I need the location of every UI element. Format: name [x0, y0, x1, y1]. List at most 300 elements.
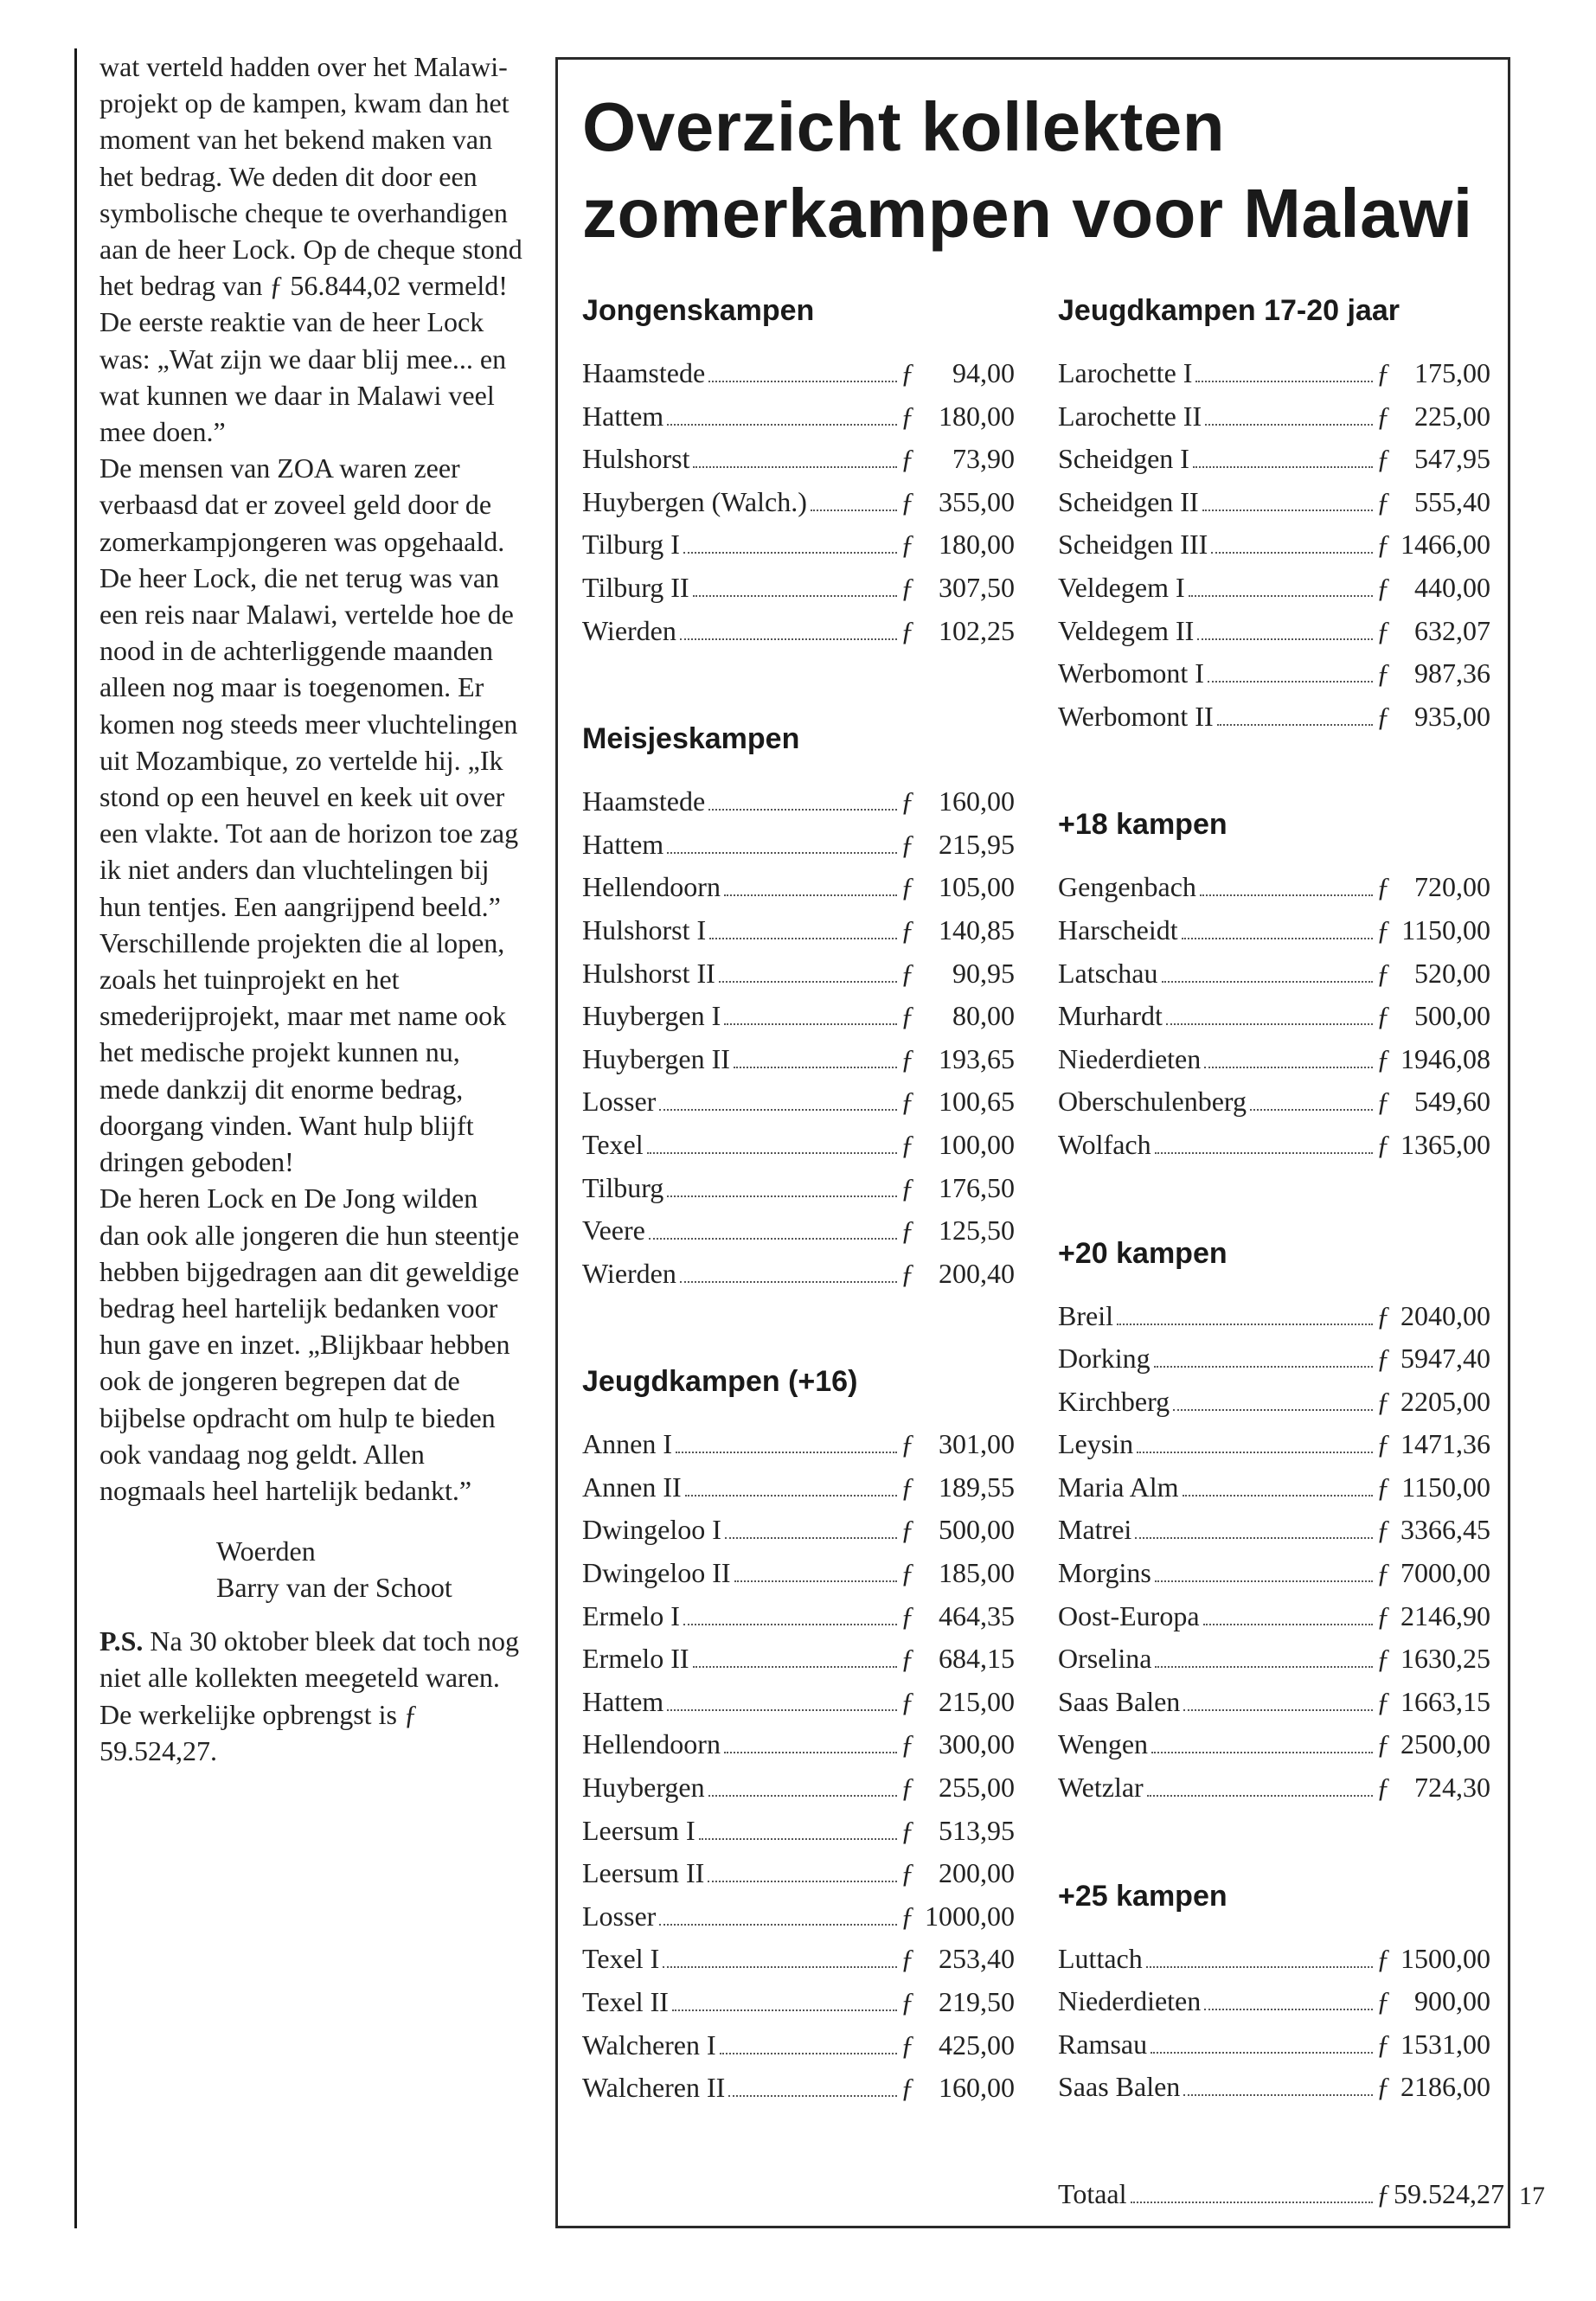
- dot-leader: [1147, 1795, 1373, 1797]
- category-meisjeskampen: [582, 721, 1015, 1300]
- collection-row: [1058, 1000, 1490, 1043]
- amount: 215,00: [939, 1685, 1015, 1717]
- florin-sign: ƒ: [901, 828, 914, 860]
- dot-leader: [708, 809, 897, 811]
- amount: 720,00: [1414, 871, 1490, 903]
- camp-name: Tilburg I: [582, 529, 680, 561]
- amount: 200,40: [939, 1257, 1015, 1289]
- florin-sign: ƒ: [901, 871, 914, 903]
- amount: 1531,00: [1401, 2028, 1490, 2060]
- camp-name: Wierden: [582, 1257, 676, 1289]
- collection-row: [1058, 871, 1490, 914]
- dot-leader: [659, 1109, 897, 1111]
- camp-name: Veldegem II: [1058, 614, 1195, 646]
- camp-name: Veldegem I: [1058, 571, 1185, 603]
- florin-sign: ƒ: [901, 1428, 914, 1460]
- camp-name: Tilburg II: [582, 571, 689, 603]
- amount: 935,00: [1414, 700, 1490, 732]
- amount: 73,90: [952, 443, 1015, 475]
- camp-name: Breil: [1058, 1299, 1113, 1331]
- collection-row: [582, 1129, 1015, 1172]
- amount: 125,50: [939, 1215, 1015, 1247]
- florin-sign: ƒ: [901, 1728, 914, 1760]
- dot-leader: [708, 1795, 897, 1797]
- dot-leader: [663, 1966, 897, 1968]
- camp-name: Texel: [582, 1128, 644, 1160]
- florin-sign: ƒ: [901, 1857, 914, 1889]
- amount: 2205,00: [1401, 1385, 1490, 1417]
- florin-sign: ƒ: [1376, 1514, 1390, 1546]
- camp-name: Walcheren II: [582, 2072, 726, 2104]
- collection-row: [1058, 529, 1490, 572]
- dot-leader: [667, 852, 897, 854]
- dot-leader: [1137, 1452, 1373, 1453]
- camp-name: Matrei: [1058, 1514, 1132, 1546]
- collection-row: [582, 1986, 1015, 2029]
- florin-sign: ƒ: [1376, 700, 1390, 732]
- collection-row: [582, 1086, 1015, 1129]
- category-title: +25 kampen: [1058, 1879, 1227, 1913]
- florin-sign: ƒ: [1376, 400, 1390, 432]
- amount: 307,50: [939, 571, 1015, 603]
- dot-leader: [1155, 1580, 1373, 1582]
- dot-leader: [724, 1023, 897, 1025]
- collection-row: [582, 1728, 1015, 1772]
- florin-sign: ƒ: [901, 529, 914, 561]
- collection-row: [582, 1514, 1015, 1557]
- camp-name: Leersum I: [582, 1814, 695, 1846]
- florin-sign: ƒ: [901, 1986, 914, 2017]
- camp-name: Tilburg: [582, 1171, 664, 1203]
- category-jeugdkampen-17-20-jaar: [1058, 293, 1490, 743]
- category-title: Jeugdkampen (+16): [582, 1365, 858, 1399]
- camp-name: Scheidgen III: [1058, 529, 1208, 561]
- collection-row: [582, 1772, 1015, 1815]
- category-20-kampen: [1058, 1236, 1490, 1815]
- amount: 180,00: [939, 400, 1015, 432]
- camp-name: Scheidgen I: [1058, 443, 1189, 475]
- dot-leader: [709, 938, 897, 939]
- dot-leader: [659, 1924, 897, 1926]
- collection-row: [582, 1557, 1015, 1600]
- dot-leader: [1154, 1366, 1373, 1368]
- collection-row: [1058, 1943, 1490, 1986]
- camp-name: Hulshorst: [582, 443, 690, 475]
- amount: 100,65: [939, 1086, 1015, 1118]
- camp-name: Scheidgen II: [1058, 485, 1199, 517]
- camp-name: Leersum II: [582, 1857, 705, 1889]
- amount: 500,00: [1414, 1000, 1490, 1032]
- collection-row: [582, 2029, 1015, 2073]
- collection-row: [1058, 1471, 1490, 1515]
- overview-title: Overzicht kollekten zomerkampen voor Malawi: [582, 88, 1473, 252]
- amount: 632,07: [1414, 614, 1490, 646]
- category-jeugdkampen-16: [582, 1364, 1015, 2115]
- amount: 355,00: [939, 485, 1015, 517]
- florin-sign: ƒ: [901, 1042, 914, 1074]
- dot-leader: [1183, 1495, 1373, 1497]
- florin-sign: ƒ: [1376, 2178, 1390, 2209]
- camp-name: Hulshorst I: [582, 913, 707, 945]
- camp-name: Larochette I: [1058, 357, 1193, 388]
- camp-name: Saas Balen: [1058, 2071, 1181, 2103]
- amount: 1630,25: [1401, 1643, 1490, 1675]
- camp-name: Gengenbach: [1058, 871, 1196, 903]
- florin-sign: ƒ: [1376, 1042, 1390, 1074]
- dot-leader: [724, 1752, 897, 1753]
- amount: 160,00: [939, 2072, 1015, 2104]
- florin-sign: ƒ: [1376, 1557, 1390, 1589]
- collection-row: [582, 1643, 1015, 1686]
- collection-row: [582, 1900, 1015, 1944]
- camp-name: Werbomont II: [1058, 700, 1214, 732]
- overview-box: [555, 57, 1510, 2228]
- collection-row: [1058, 914, 1490, 958]
- dot-leader: [728, 2095, 897, 2097]
- collection-row: [582, 1428, 1015, 1471]
- florin-sign: ƒ: [901, 1000, 914, 1032]
- florin-sign: ƒ: [901, 400, 914, 432]
- florin-sign: ƒ: [1376, 1599, 1390, 1631]
- camp-name: Luttach: [1058, 1942, 1143, 1974]
- collection-row: [1058, 1643, 1490, 1686]
- amount: 189,55: [939, 1471, 1015, 1503]
- dot-leader: [1200, 894, 1373, 896]
- dot-leader: [680, 1281, 897, 1283]
- dot-leader: [1131, 2202, 1374, 2203]
- collection-row: [582, 486, 1015, 529]
- camp-name: Wolfach: [1058, 1128, 1151, 1160]
- collection-row: [1058, 1728, 1490, 1772]
- camp-name: Werbomont I: [1058, 657, 1204, 689]
- collection-row: [1058, 1043, 1490, 1086]
- dot-leader: [683, 552, 897, 554]
- amount: 440,00: [1414, 571, 1490, 603]
- collection-row: [582, 871, 1015, 914]
- dot-leader: [1204, 1067, 1373, 1068]
- camp-name: Hulshorst II: [582, 957, 715, 989]
- collection-row: [582, 357, 1015, 401]
- camp-name: Orselina: [1058, 1643, 1152, 1675]
- florin-sign: ƒ: [901, 1171, 914, 1203]
- collection-row: [582, 1600, 1015, 1644]
- category-title: Meisjeskampen: [582, 722, 800, 756]
- florin-sign: ƒ: [901, 1643, 914, 1675]
- dot-leader: [693, 466, 897, 468]
- florin-sign: ƒ: [1376, 1299, 1390, 1331]
- dot-leader: [1162, 981, 1374, 983]
- collection-row: [582, 1471, 1015, 1515]
- camp-name: Annen II: [582, 1471, 682, 1503]
- florin-sign: ƒ: [1376, 871, 1390, 903]
- amount: 1500,00: [1401, 1942, 1490, 1974]
- collection-row: [1058, 615, 1490, 658]
- amount: 3366,45: [1401, 1514, 1490, 1546]
- florin-sign: ƒ: [1376, 1385, 1390, 1417]
- amount: 520,00: [1414, 957, 1490, 989]
- postscript: [99, 1623, 524, 1769]
- amount: 987,36: [1414, 657, 1490, 689]
- collection-row: [1058, 486, 1490, 529]
- camp-name: Annen I: [582, 1428, 672, 1460]
- amount: 547,95: [1414, 443, 1490, 475]
- collection-row: [582, 1043, 1015, 1086]
- amount: 253,40: [939, 1943, 1015, 1975]
- amount: 2186,00: [1401, 2071, 1490, 2103]
- florin-sign: ƒ: [1376, 1000, 1390, 1032]
- category-18-kampen: [1058, 807, 1490, 1171]
- collection-row: [582, 529, 1015, 572]
- collection-row: [1058, 1985, 1490, 2029]
- dot-leader: [811, 510, 897, 511]
- collection-row: [582, 1215, 1015, 1258]
- dot-leader: [1189, 595, 1373, 597]
- amount: 900,00: [1414, 1985, 1490, 2017]
- camp-name: Haamstede: [582, 357, 706, 388]
- camp-name: Texel I: [582, 1943, 660, 1975]
- camp-name: Latschau: [1058, 957, 1158, 989]
- florin-sign: ƒ: [1376, 2028, 1390, 2060]
- camp-name: Walcheren I: [582, 2029, 716, 2061]
- florin-sign: ƒ: [901, 357, 914, 388]
- collection-row: [582, 2072, 1015, 2115]
- amount: 513,95: [939, 1814, 1015, 1846]
- dot-leader: [693, 1666, 898, 1668]
- amount: 300,00: [939, 1728, 1015, 1760]
- camp-name: Oberschulenberg: [1058, 1086, 1247, 1118]
- category-25-kampen: [1058, 1879, 1490, 2114]
- collection-row: [1058, 701, 1490, 744]
- florin-sign: ƒ: [1376, 657, 1390, 689]
- florin-sign: ƒ: [901, 1685, 914, 1717]
- florin-sign: ƒ: [1376, 614, 1390, 646]
- collection-row: [582, 1857, 1015, 1900]
- amount: 80,00: [952, 1000, 1015, 1032]
- camp-name: Ermelo I: [582, 1599, 680, 1631]
- florin-sign: ƒ: [1376, 2071, 1390, 2103]
- signature-name: Barry van der Schoot: [216, 1572, 452, 1604]
- amount: 1365,00: [1401, 1128, 1490, 1160]
- collection-row: [582, 401, 1015, 444]
- collection-row: [582, 1815, 1015, 1858]
- camp-name: Dwingeloo II: [582, 1557, 731, 1589]
- florin-sign: ƒ: [901, 1086, 914, 1118]
- category-title: Jongenskampen: [582, 294, 815, 327]
- florin-sign: ƒ: [1376, 1428, 1390, 1460]
- dot-leader: [693, 595, 897, 597]
- article-paragraph: wat verteld hadden over het Malawi-projekt op de kampen, kwam dan het moment van het bekend maken van het bedrag. We deden dit door een symbolische cheque te overhandigen aan de heer Lock. Op de cheque stond het bedrag van ƒ 56.844,02 vermeld! De eerste reaktie van de heer Lock was: „Wat zijn we daar blij mee... en wat kunnen we daar in Malawi veel mee doen.”: [99, 51, 522, 448]
- florin-sign: ƒ: [901, 1257, 914, 1289]
- dot-leader: [708, 381, 897, 382]
- dot-leader: [649, 1238, 897, 1240]
- amount: 215,95: [939, 828, 1015, 860]
- article-column: [74, 48, 524, 2228]
- dot-leader: [1211, 552, 1373, 554]
- collection-row: [1058, 401, 1490, 444]
- florin-sign: ƒ: [1376, 357, 1390, 388]
- amount: 1150,00: [1401, 913, 1490, 945]
- amount: 175,00: [1414, 357, 1490, 388]
- dot-leader: [667, 1709, 897, 1711]
- amount: 180,00: [939, 529, 1015, 561]
- camp-name: Wierden: [582, 614, 676, 646]
- florin-sign: ƒ: [1376, 1942, 1390, 1974]
- dot-leader: [1155, 1666, 1373, 1668]
- collection-row: [582, 615, 1015, 658]
- camp-name: Ermelo II: [582, 1643, 689, 1675]
- dot-leader: [685, 1495, 897, 1497]
- collection-row: [1058, 2029, 1490, 2072]
- dot-leader: [1146, 1966, 1373, 1968]
- florin-sign: ƒ: [901, 571, 914, 603]
- florin-sign: ƒ: [1376, 1643, 1390, 1675]
- florin-sign: ƒ: [901, 1128, 914, 1160]
- dot-leader: [724, 894, 897, 896]
- camp-name: Wetzlar: [1058, 1772, 1144, 1804]
- amount: 100,00: [939, 1128, 1015, 1160]
- florin-sign: ƒ: [901, 443, 914, 475]
- camp-name: Kirchberg: [1058, 1385, 1170, 1417]
- florin-sign: ƒ: [1376, 1772, 1390, 1804]
- category-title: +18 kampen: [1058, 808, 1227, 842]
- florin-sign: ƒ: [901, 614, 914, 646]
- dot-leader: [1166, 1023, 1373, 1025]
- amount: 140,85: [939, 913, 1015, 945]
- dot-leader: [1202, 510, 1373, 511]
- florin-sign: ƒ: [901, 913, 914, 945]
- dot-leader: [1173, 1409, 1373, 1411]
- collection-row: [582, 1000, 1015, 1043]
- collection-row: [1058, 2071, 1490, 2114]
- dot-leader: [1205, 424, 1373, 426]
- dot-leader: [1250, 1109, 1373, 1111]
- florin-sign: ƒ: [1376, 1728, 1390, 1760]
- camp-name: Morgins: [1058, 1557, 1151, 1589]
- dot-leader: [672, 2009, 897, 2011]
- dot-leader: [667, 1195, 897, 1197]
- amount: 1466,00: [1401, 529, 1490, 561]
- dot-leader: [1183, 2094, 1373, 2096]
- collection-row: [1058, 1343, 1490, 1386]
- collection-row: [1058, 1600, 1490, 1644]
- florin-sign: ƒ: [1376, 485, 1390, 517]
- dot-leader: [1135, 1537, 1373, 1539]
- florin-sign: ƒ: [1376, 571, 1390, 603]
- amount: 549,60: [1414, 1086, 1490, 1118]
- dot-leader: [1208, 681, 1373, 683]
- camp-name: Ramsau: [1058, 2028, 1148, 2060]
- dot-leader: [683, 1624, 897, 1625]
- camp-name: Huybergen II: [582, 1042, 730, 1074]
- amount: 200,00: [939, 1857, 1015, 1889]
- camp-name: Saas Balen: [1058, 1685, 1181, 1717]
- collection-row: [1058, 1086, 1490, 1129]
- collection-row: [1058, 443, 1490, 486]
- camp-name: Hattem: [582, 828, 664, 860]
- camp-name: Losser: [582, 1086, 657, 1118]
- collection-row: [1058, 1772, 1490, 1815]
- florin-sign: ƒ: [901, 1772, 914, 1804]
- camp-name: Haamstede: [582, 785, 706, 817]
- amount: 225,00: [1414, 400, 1490, 432]
- dot-leader: [708, 1881, 897, 1882]
- ps-label: P.S.: [99, 1625, 144, 1657]
- collection-row: [1058, 657, 1490, 701]
- dot-leader: [734, 1580, 897, 1582]
- dot-leader: [667, 424, 897, 426]
- amount: 160,00: [939, 785, 1015, 817]
- category-title: Jeugdkampen 17-20 jaar: [1058, 294, 1400, 327]
- amount: 105,00: [939, 871, 1015, 903]
- florin-sign: ƒ: [901, 1599, 914, 1631]
- collection-row: [582, 1686, 1015, 1729]
- florin-sign: ƒ: [1376, 957, 1390, 989]
- camp-name: Dwingeloo I: [582, 1514, 721, 1546]
- amount: 684,15: [939, 1643, 1015, 1675]
- florin-sign: ƒ: [1376, 529, 1390, 561]
- florin-sign: ƒ: [901, 2029, 914, 2061]
- collection-row: [582, 958, 1015, 1001]
- collection-row: [1058, 1514, 1490, 1557]
- collection-row: [582, 443, 1015, 486]
- amount: 425,00: [939, 2029, 1015, 2061]
- florin-sign: ƒ: [1376, 913, 1390, 945]
- dot-leader: [1151, 2052, 1373, 2054]
- dot-leader: [1193, 466, 1373, 468]
- amount: 255,00: [939, 1772, 1015, 1804]
- page-number: 17: [1519, 2182, 1545, 2210]
- collection-row: [1058, 958, 1490, 1001]
- dot-leader: [720, 2053, 897, 2054]
- collection-row: [582, 914, 1015, 958]
- ps-text: Na 30 oktober bleek dat toch nog niet alle kollekten meegeteld waren. De werkelijke opbrengst is ƒ 59.524,27.: [99, 1625, 519, 1766]
- florin-sign: ƒ: [901, 1900, 914, 1932]
- amount: 555,40: [1414, 485, 1490, 517]
- collection-row: [582, 1943, 1015, 1986]
- camp-name: Texel II: [582, 1986, 669, 2017]
- camp-name: Niederdieten: [1058, 1985, 1202, 2017]
- florin-sign: ƒ: [901, 2072, 914, 2104]
- amount: 464,35: [939, 1599, 1015, 1631]
- dot-leader: [1195, 381, 1373, 382]
- camp-name: Oost-Europa: [1058, 1599, 1200, 1631]
- amount: 94,00: [952, 357, 1015, 388]
- amount: 2146,90: [1401, 1599, 1490, 1631]
- collection-row: [582, 1258, 1015, 1301]
- amount: 500,00: [939, 1514, 1015, 1546]
- amount: 193,65: [939, 1042, 1015, 1074]
- florin-sign: ƒ: [1376, 1471, 1390, 1503]
- amount: 102,25: [939, 614, 1015, 646]
- camp-name: Veere: [582, 1215, 645, 1247]
- camp-name: Harscheidt: [1058, 913, 1178, 945]
- camp-name: Losser: [582, 1900, 657, 1932]
- article-paragraph: De mensen van ZOA waren zeer verbaasd dat er zoveel geld door de zomerkampjongeren was opgehaald. De heer Lock, die net terug was van een reis naar Malawi, vertelde hoe de nood in de achterliggende maanden alleen nog maar is toegenomen. Er komen nog steeds meer vluchtelingen uit Mozambique, zo vertelde hij. „Ik stond op een heuvel en keek uit over een vlakte. Tot aan de horizon toe zag ik niet anders dan vluchtelingen bij hun tentjes. Een aangrijpend beeld.” Verschillende projekten die al lopen, zoals het tuinprojekt en het smederijprojekt, maar met name ook het medische projekt kunnen nu, mede dankzij dit enorme bedrag, doorgang vinden. Want hulp blijft dringen geboden!: [99, 452, 519, 1178]
- dot-leader: [1197, 638, 1373, 640]
- category-title: +20 kampen: [1058, 1236, 1227, 1270]
- category-jongenskampen: [582, 293, 1015, 657]
- collection-row: [582, 829, 1015, 872]
- amount: 301,00: [939, 1428, 1015, 1460]
- amount: 219,50: [939, 1986, 1015, 2017]
- dot-leader: [699, 1838, 897, 1840]
- florin-sign: ƒ: [901, 1814, 914, 1846]
- amount: 1946,08: [1401, 1042, 1490, 1074]
- dot-leader: [734, 1067, 897, 1068]
- amount: 176,50: [939, 1171, 1015, 1203]
- dot-leader: [676, 1452, 897, 1453]
- florin-sign: ƒ: [1376, 443, 1390, 475]
